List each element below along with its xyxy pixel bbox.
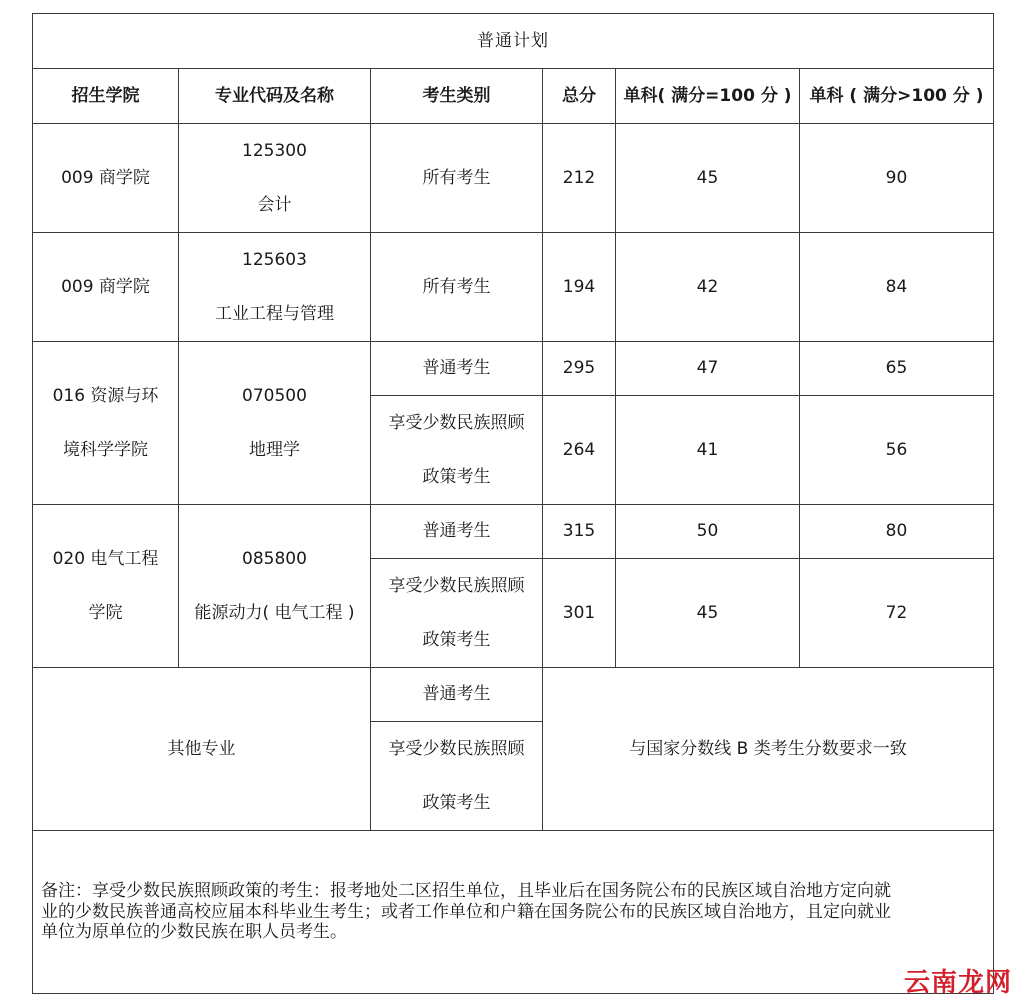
major-cell <box>179 342 371 505</box>
header-college: 招生学院 <box>33 69 179 124</box>
single100-cell: 45 <box>616 559 800 668</box>
note-line: 备注：享受少数民族照顾政策的考生：报考地处二区招生单位，且毕业后在国务院公布的民族区域自治地方定向就 <box>41 881 891 902</box>
major-code: 125300 <box>242 141 307 161</box>
major-code: 070500 <box>242 386 307 406</box>
category-line: 享受少数民族照顾 <box>388 413 525 433</box>
total-cell: 295 <box>543 342 616 396</box>
single100-cell: 50 <box>616 505 800 559</box>
header-major: 专业代码及名称 <box>179 69 371 124</box>
major-name: 能源动力( 电气工程 ) <box>194 603 355 623</box>
single-gt100-cell: 90 <box>800 124 994 233</box>
major-name: 地理学 <box>249 440 300 460</box>
major-name: 会计 <box>257 195 292 215</box>
major-cell <box>179 233 371 342</box>
category-cell: 所有考生 <box>371 124 543 233</box>
major-code: 085800 <box>242 549 307 569</box>
college-line: 境科学学院 <box>63 440 148 460</box>
major-name: 工业工程与管理 <box>215 304 334 324</box>
category-cell <box>371 722 543 831</box>
category-cell: 所有考生 <box>371 233 543 342</box>
header-total: 总分 <box>543 69 616 124</box>
college-line: 016 资源与环 <box>52 386 159 406</box>
table-title: 普通计划 <box>33 14 994 69</box>
note-line: 业的少数民族普通高校应届本科毕业生考生；或者工作单位和户籍在国务院公布的民族区域自治地方，且定向就业 <box>41 901 891 922</box>
category-line: 政策考生 <box>422 630 491 650</box>
total-cell: 194 <box>543 233 616 342</box>
table-row <box>33 668 994 722</box>
total-cell: 301 <box>543 559 616 668</box>
single100-cell: 42 <box>616 233 800 342</box>
other-major-cell: 其他专业 <box>33 668 371 831</box>
total-cell: 212 <box>543 124 616 233</box>
single-gt100-cell: 65 <box>800 342 994 396</box>
requirement-cell: 与国家分数线 B 类考生分数要求一致 <box>543 668 994 831</box>
header-single-gt100: 单科 ( 满分>100 分 ) <box>800 69 994 124</box>
watermark-logo: 云南龙网 <box>903 968 1012 998</box>
major-cell <box>179 124 371 233</box>
single-gt100-cell: 84 <box>800 233 994 342</box>
category-line: 享受少数民族照顾 <box>388 739 525 759</box>
category-cell <box>371 559 543 668</box>
category-line: 享受少数民族照顾 <box>388 576 525 596</box>
single-gt100-cell: 72 <box>800 559 994 668</box>
category-cell: 普通考生 <box>371 668 543 722</box>
score-table <box>32 13 994 994</box>
table-row <box>33 342 994 396</box>
table-row <box>33 505 994 559</box>
header-single-100: 单科( 满分=100 分 ) <box>616 69 800 124</box>
college-cell <box>33 505 179 668</box>
major-code: 125603 <box>242 250 307 270</box>
single-gt100-cell: 80 <box>800 505 994 559</box>
college-line: 020 电气工程 <box>52 549 159 569</box>
category-cell: 普通考生 <box>371 342 543 396</box>
single-gt100-cell: 56 <box>800 396 994 505</box>
category-cell: 普通考生 <box>371 505 543 559</box>
single100-cell: 41 <box>616 396 800 505</box>
table-row <box>33 124 994 233</box>
header-category: 考生类别 <box>371 69 543 124</box>
table-row <box>33 233 994 342</box>
category-cell <box>371 396 543 505</box>
total-cell: 315 <box>543 505 616 559</box>
total-cell: 264 <box>543 396 616 505</box>
note-cell <box>33 831 994 994</box>
category-line: 政策考生 <box>422 793 491 813</box>
single100-cell: 45 <box>616 124 800 233</box>
category-line: 政策考生 <box>422 467 491 487</box>
college-cell: 009 商学院 <box>33 233 179 342</box>
major-cell <box>179 505 371 668</box>
college-line: 学院 <box>88 603 123 623</box>
college-cell <box>33 342 179 505</box>
single100-cell: 47 <box>616 342 800 396</box>
college-cell: 009 商学院 <box>33 124 179 233</box>
note-line: 单位为原单位的少数民族在职人员考生。 <box>41 922 347 943</box>
